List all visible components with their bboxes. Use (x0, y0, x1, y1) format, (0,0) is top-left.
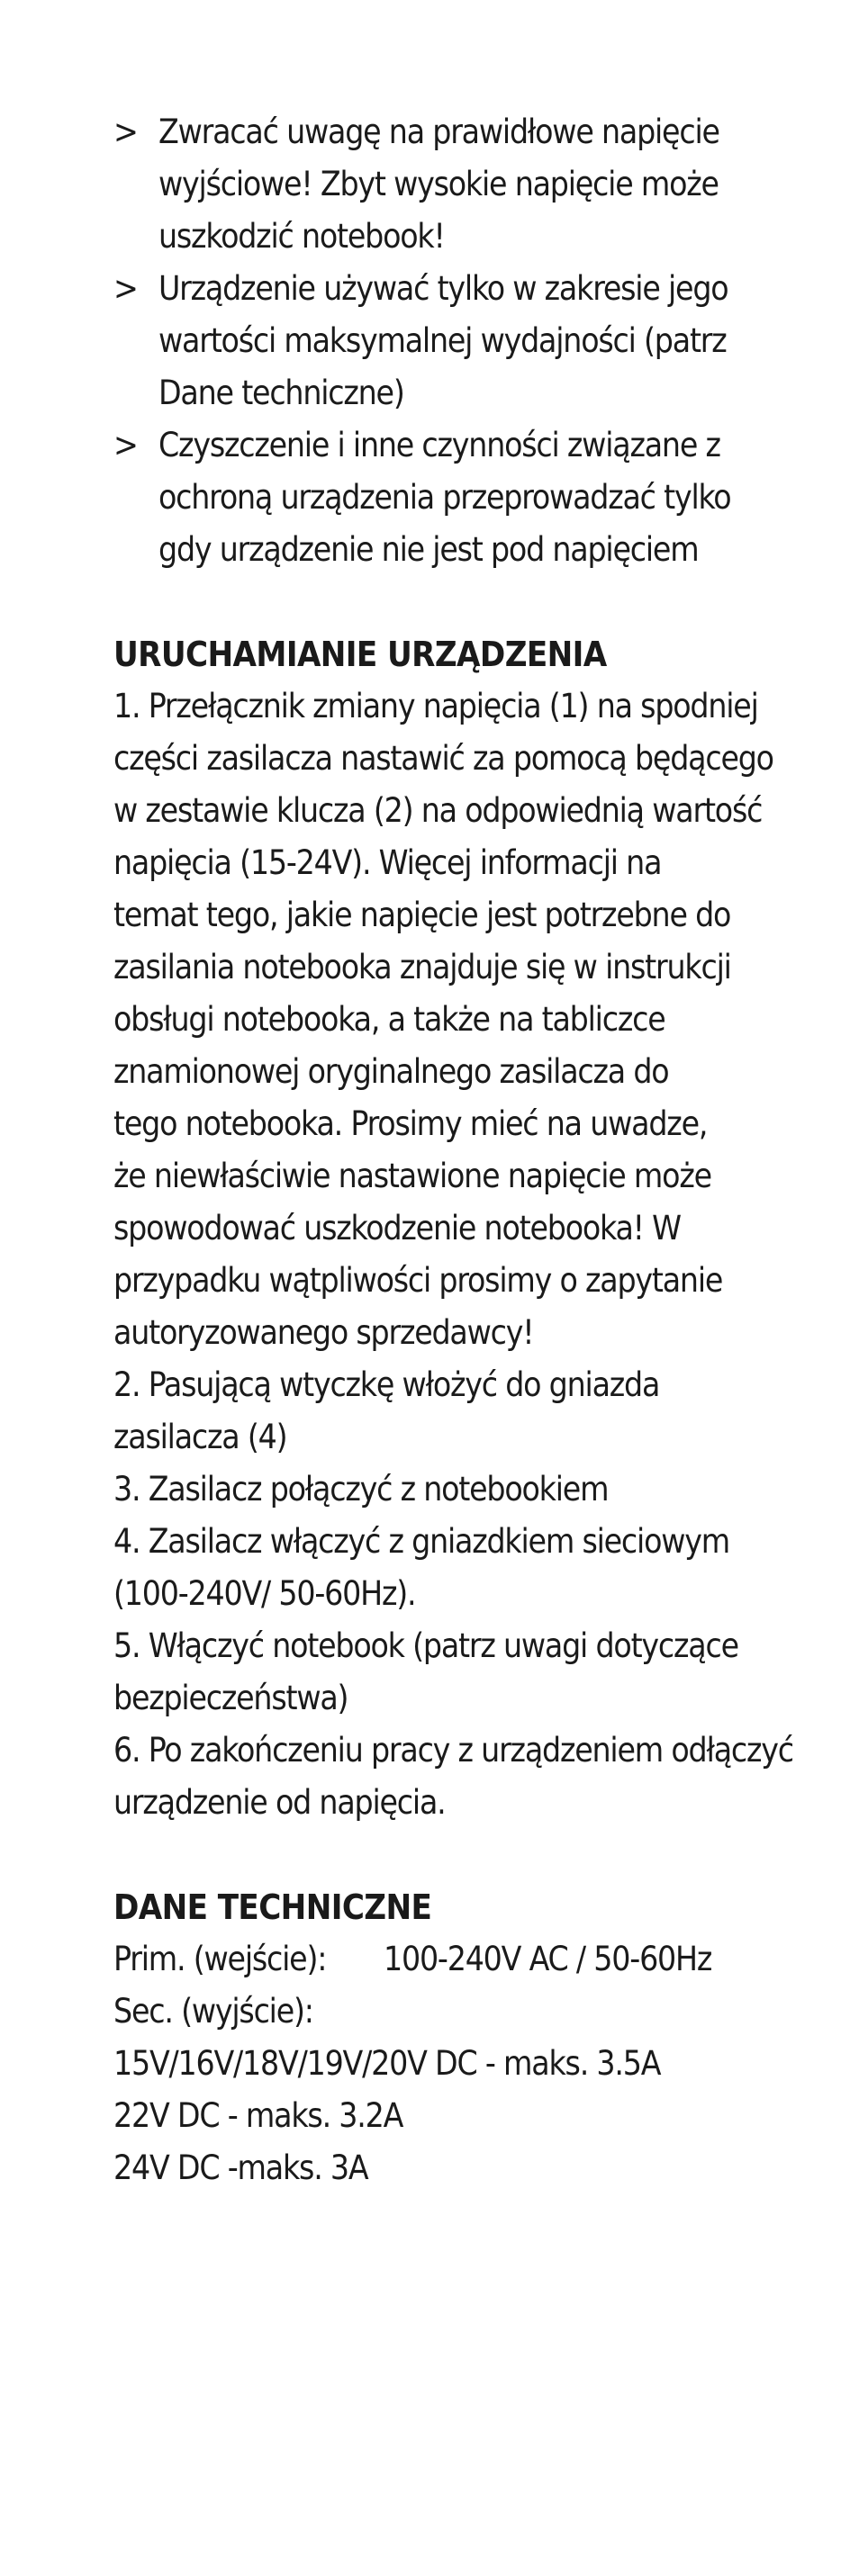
setup-line: części zasilacza nastawić za pomocą będącego (113, 739, 773, 778)
setup-line: urządzenie od napięcia. (113, 1783, 446, 1822)
warning-line: Urządzenie używać tylko w zakresie jego (158, 269, 728, 308)
warning-line: Czyszczenie i inne czynności związane z (158, 426, 720, 464)
setup-line: napięcia (15-24V). Więcej informacji na (113, 843, 662, 882)
section-heading: URUCHAMIANIE URZĄDZENIA (113, 635, 607, 674)
setup-line: temat tego, jakie napięcie jest potrzebne do (113, 896, 731, 934)
setup-line: (100-240V/ 50-60Hz). (113, 1574, 416, 1613)
warning-line: gdy urządzenie nie jest pod napięciem (158, 530, 699, 569)
section-heading: DANE TECHNICZNE (113, 1887, 432, 1927)
warning-item (113, 106, 762, 263)
warning-line: Zwracać uwagę na prawidłowe napięcie (158, 113, 719, 151)
warning-line: Dane techniczne) (158, 374, 404, 412)
setup-line: 3. Zasilacz połączyć z notebookiem (113, 1470, 609, 1509)
setup-line: w zestawie klucza (2) na odpowiednią wartość (113, 791, 763, 830)
spec-value: 100-240V AC / 50-60Hz (384, 1940, 712, 1978)
bullet-marker: > (113, 113, 139, 151)
setup-line: autoryzowanego sprzedawcy! (113, 1313, 534, 1352)
setup-line: 2. Pasującą wtyczkę włożyć do gniazda (113, 1365, 660, 1404)
setup-line: spowodować uszkodzenie notebooka! W (113, 1209, 681, 1247)
setup-line: bezpieczeństwa) (113, 1679, 348, 1717)
specs-section (113, 1881, 762, 2194)
warning-line: wartości maksymalnej wydajności (patrz (158, 321, 727, 360)
warning-item (113, 419, 762, 576)
bullet-marker: > (113, 269, 139, 308)
warning-line: uszkodzić notebook! (158, 217, 445, 256)
spec-line: 15V/16V/18V/19V/20V DC - maks. 3.5A (113, 2044, 661, 2083)
spec-label: Prim. (wejście): (113, 1940, 327, 1978)
setup-line: 6. Po zakończeniu pracy z urządzeniem odłączyć (113, 1731, 793, 1770)
setup-line: przypadku wątpliwości prosimy o zapytanie (113, 1261, 723, 1300)
spec-row-primary (113, 1933, 762, 1986)
warning-item (113, 263, 762, 419)
setup-line: 4. Zasilacz włączyć z gniazdkiem sieciowym (113, 1522, 729, 1561)
spec-line: Sec. (wyjście): (113, 1992, 313, 2031)
bullet-marker: > (113, 426, 139, 464)
spec-line: 22V DC - maks. 3.2A (113, 2096, 403, 2135)
setup-line: zasilania notebooka znajduje się w instrukcji (113, 948, 731, 986)
setup-line: zasilacza (4) (113, 1418, 287, 1456)
warning-list (113, 106, 762, 576)
setup-line: że niewłaściwie nastawione napięcie może (113, 1157, 711, 1195)
setup-line: obsługi notebooka, a także na tabliczce (113, 1000, 665, 1039)
setup-line: znamionowej oryginalnego zasilacza do (113, 1052, 669, 1091)
warning-line: ochroną urządzenia przeprowadzać tylko (158, 478, 731, 517)
setup-line: tego notebooka. Prosimy mieć na uwadze, (113, 1104, 708, 1143)
spec-line: 24V DC -maks. 3A (113, 2148, 368, 2187)
warning-line: wyjściowe! Zbyt wysokie napięcie może (158, 165, 719, 203)
setup-section (113, 628, 793, 1829)
setup-line: 1. Przełącznik zmiany napięcia (1) na spodniej (113, 687, 758, 725)
setup-line: 5. Włączyć notebook (patrz uwagi dotyczące (113, 1626, 738, 1665)
manual-page (113, 106, 793, 2194)
